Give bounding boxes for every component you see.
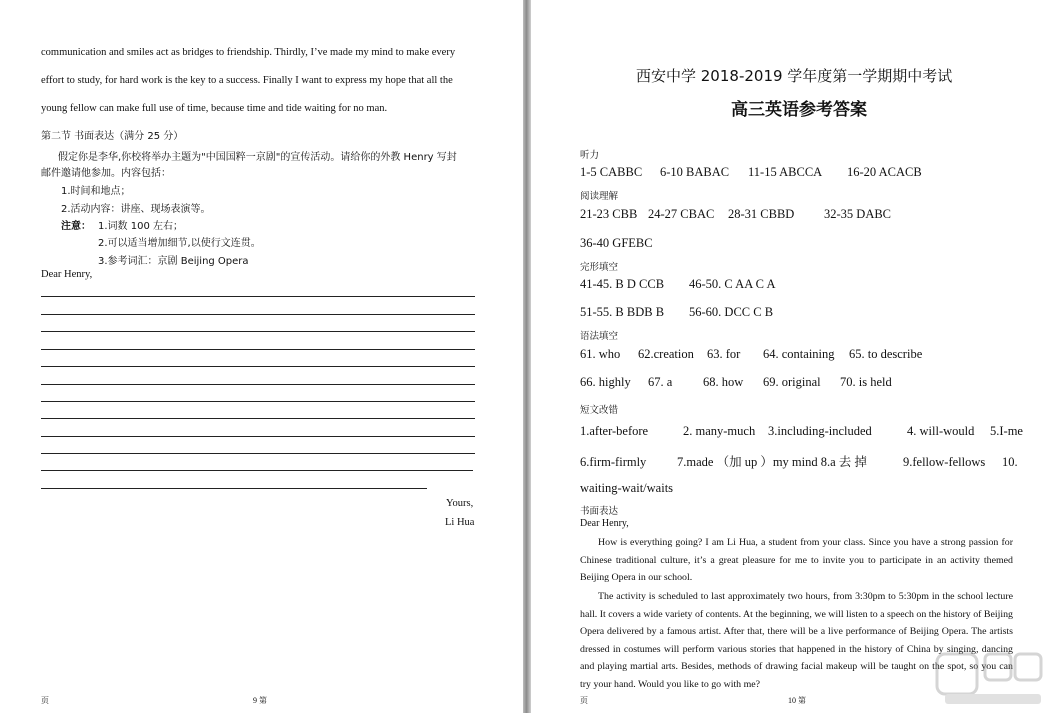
note-2: 2.可以适当增加细节,以使行文连贯。	[98, 238, 261, 249]
reading-answers-2: 36-40 GFEBC	[580, 236, 653, 250]
note-label: 注意：	[61, 221, 91, 232]
footer-left: 页	[41, 696, 49, 705]
essay-line-3: young fellow can make full use of time, because time and tide waiting for no man.	[41, 103, 388, 114]
correction-answers-1	[580, 424, 1023, 439]
answer-group: 28-31 CBBD	[728, 207, 795, 221]
writing-line	[41, 401, 475, 402]
section-reading: 阅读理解	[580, 191, 619, 202]
answer-group: 11-15 ABCCA	[748, 165, 823, 179]
answer-group: 70. is held	[840, 375, 892, 389]
cloze-answers-2	[580, 305, 773, 320]
prompt-line-2: 邮件邀请他参加。内容包括：	[41, 168, 171, 179]
writing-line	[41, 296, 475, 297]
answer-group: 65. to describe	[849, 347, 923, 361]
page-divider	[523, 0, 531, 713]
watermark-logo	[935, 650, 1045, 706]
answer-group: 2. many-much	[683, 424, 756, 438]
answer-group: 6.firm-firmly	[580, 455, 647, 469]
section-grammar: 语法填空	[580, 331, 619, 342]
answer-group: 62.creation	[638, 347, 694, 361]
section-title: 第二节 书面表达（满分 25 分）	[41, 131, 184, 142]
answer-group: 41-45. B D CCB	[580, 277, 665, 291]
answer-group: 1-5 CABBC	[580, 165, 643, 179]
writing-line	[41, 331, 475, 332]
writing-line	[41, 453, 475, 454]
page-number: 9 第	[253, 696, 267, 705]
answer-group: 7.made （加 up ）my mind 8.a 去 掉	[677, 455, 867, 469]
grammar-answers-2	[580, 375, 892, 390]
answer-group: 64. containing	[763, 347, 835, 361]
reading-answers	[580, 207, 891, 222]
essay-line-2: effort to study, for hard work is the key to a success. Finally I want to express my hope that all the	[41, 75, 453, 86]
prompt-line-1: 假定你是李华,你校将举办主题为"中国国粹一京剧"的宣传活动。请给你的外教 Henry 写封	[58, 152, 457, 163]
answer-group: 24-27 CBAC	[648, 207, 715, 221]
letter-greeting: Dear Henry,	[41, 269, 93, 280]
answer-group: 21-23 CBB	[580, 207, 638, 221]
letter-signature: Li Hua	[445, 517, 475, 528]
answer-group: 4. will-would	[907, 424, 975, 438]
answer-group: 61. who	[580, 347, 621, 361]
writing-line	[41, 314, 475, 315]
answer-group: 46-50. C AA C A	[689, 277, 776, 291]
footer-left: 页	[580, 696, 588, 705]
answer-group: 3.including-included	[768, 424, 872, 438]
answer-group: 67. a	[648, 375, 673, 389]
answer-group: 6-10 BABAC	[660, 165, 730, 179]
content-item-1: 1.时间和地点；	[61, 186, 131, 197]
writing-line	[41, 470, 473, 471]
answer-group: 63. for	[707, 347, 741, 361]
letter-closing: Yours,	[446, 498, 474, 509]
answer-group: 9.fellow-fellows	[903, 455, 986, 469]
answer-group: 66. highly	[580, 375, 631, 389]
page-number: 10 第	[788, 696, 806, 705]
writing-line	[41, 366, 475, 367]
answer-title: 高三英语参考答案	[731, 100, 867, 120]
answer-group: 16-20 ACACB	[847, 165, 922, 179]
answer-group: 51-55. B BDB B	[580, 305, 665, 319]
answer-group: 5.I-me	[990, 424, 1023, 438]
content-item-2: 2.活动内容：讲座、现场表演等。	[61, 204, 211, 215]
model-paragraph-2: The activity is scheduled to last approximately two hours, from 3:30pm to 5:30pm in the school lecture hall. It covers a wide variety of contents. At the beginning, we will listen to a speech on the history of Beijing Opera delivered by a famous artist. After that, there will be a live performance of Beijing Opera. The artists dressed in costumes will perform various stories that happened in the history of China by singing, dancing and playing martial arts. Besides, methods of drawing facial makeup will be taught on the spot, so you can try your hand. Would you like to go with me?	[580, 591, 1013, 690]
answer-group: 68. how	[703, 375, 744, 389]
model-paragraph-1: How is everything going? I am Li Hua, a student from your class. Since you have a strong passion for Chinese traditional culture, it’s a great pleasure for me to invite you to participate in an activity themed Beijing Opera in our school.	[580, 537, 1013, 584]
correction-answers-2	[580, 452, 1018, 470]
writing-line	[41, 384, 475, 385]
writing-line	[41, 349, 475, 350]
answer-group: 32-35 DABC	[824, 207, 892, 221]
answer-group: 69. original	[763, 375, 821, 389]
note-3: 3.参考词汇：京剧 Beijing Opera	[98, 256, 249, 267]
answer-group: 56-60. DCC C B	[689, 305, 774, 319]
essay-line-1: communication and smiles act as bridges to friendship. Thirdly, I’ve made my mind to make every	[41, 47, 456, 58]
listening-answers	[580, 165, 922, 180]
grammar-answers-1b	[580, 347, 922, 362]
cloze-answers-1	[580, 277, 775, 292]
writing-line	[41, 418, 475, 419]
answer-group: 10.	[1002, 455, 1018, 469]
note-1: 1.词数 100 左右；	[98, 221, 183, 232]
writing-line	[41, 436, 475, 437]
correction-answers-3: waiting-wait/waits	[580, 481, 674, 495]
writing-line	[41, 488, 427, 489]
answer-group: 1.after-before	[580, 424, 649, 438]
model-greeting: Dear Henry,	[580, 518, 629, 529]
section-cloze: 完形填空	[580, 262, 619, 273]
left-page	[0, 0, 523, 713]
exam-title: 西安中学 2018-2019 学年度第一学期期中考试	[636, 67, 953, 85]
section-correction: 短文改错	[580, 405, 619, 416]
section-listening: 听力	[580, 150, 600, 161]
section-writing: 书面表达	[580, 506, 619, 517]
